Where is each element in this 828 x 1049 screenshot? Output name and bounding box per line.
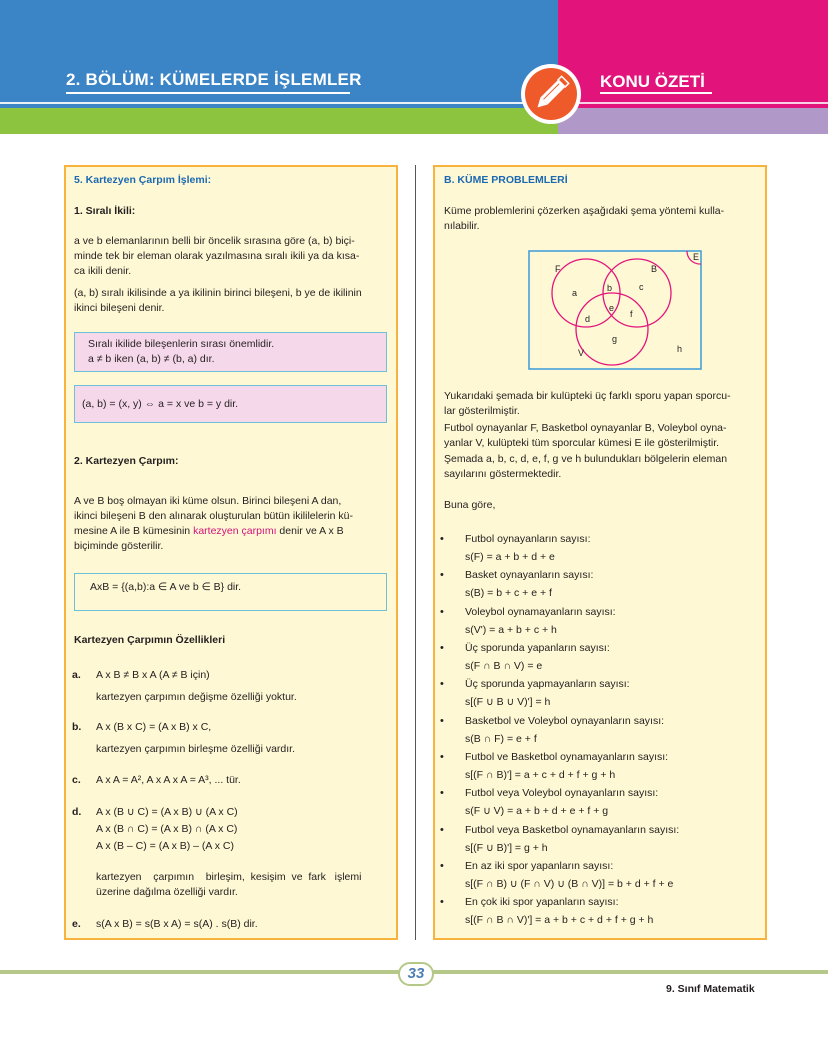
- item-6-label: Basketbol ve Voleybol oynayanların sayısı:: [465, 715, 665, 727]
- intro-line-1: Küme problemlerini çözerken aşağıdaki şema yöntemi kulla-: [444, 205, 725, 217]
- item-6-formula: s(B ∩ F) = e + f: [465, 733, 537, 745]
- bullet-icon: •: [440, 787, 444, 799]
- venn-label-e: E: [693, 252, 700, 262]
- right-title: B. KÜME PROBLEMLERİ: [444, 174, 568, 186]
- heading-ordered-pair: 1. Sıralı İkili:: [74, 205, 136, 217]
- item-7-formula: s[(F ∩ B)'] = a + c + d + f + g + h: [465, 769, 616, 781]
- bullet-icon: •: [440, 715, 444, 727]
- item-2-label: Basket oynayanların sayısı:: [465, 569, 594, 581]
- bullet-icon: •: [440, 642, 444, 654]
- prop-e-line-1: s(A x B) = s(B x A) = s(A) . s(B) dir.: [96, 918, 258, 930]
- bullet-icon: •: [440, 533, 444, 545]
- prop-d-note-2: üzerine dağılma özelliği vardır.: [96, 886, 238, 898]
- item-5-formula: s[(F ∪ B ∪ V)'] = h: [465, 696, 551, 708]
- venn-region-d: d: [585, 314, 591, 324]
- prop-c-line-1: A x A = A², A x A x A = A³, ... tür.: [96, 774, 241, 786]
- desc-line-1: Yukarıdaki şemada bir kulüpteki üç farklı sporu yapan sporcu-: [444, 390, 731, 402]
- paragraph-1-line-2: minde tek bir eleman olarak yazılmasına sıralı ikili ya da kısa-: [74, 250, 360, 262]
- item-3-label: Voleybol oynamayanların sayısı:: [465, 606, 616, 618]
- venn-region-g: g: [612, 334, 618, 344]
- venn-label-v: V: [578, 348, 585, 358]
- prop-b-line-1: A x (B x C) = (A x B) x C,: [96, 721, 212, 733]
- prop-d-line-3: A x (B – C) = (A x B) – (A x C): [96, 840, 234, 852]
- item-11-formula: s[(F ∩ B ∩ V)'] = a + b + c + d + f + g + h: [465, 914, 654, 926]
- book-title: 9. Sınıf Matematik: [666, 983, 755, 995]
- desc-line-6: sayılarını göstermektedir.: [444, 468, 562, 480]
- prop-c-label: c.: [72, 774, 81, 786]
- paragraph-3-text: mesine A ile B kümesinin: [74, 525, 194, 537]
- note-box-equality-text: (a, b) = (x, y) ⇔ a = x ve b = y dir.: [82, 398, 239, 410]
- page-number: 33: [398, 962, 434, 986]
- bullet-icon: •: [440, 860, 444, 872]
- venn-region-a: a: [572, 288, 578, 298]
- prop-a-line-2: kartezyen çarpımın değişme özelliği yoktur.: [96, 691, 297, 703]
- desc-line-3: Futbol oynayanlar F, Basketbol oynayanlar B, Voleybol oyna-: [444, 422, 727, 434]
- prop-a-line-1: A x B ≠ B x A (A ≠ B için): [96, 669, 210, 681]
- chapter-title: 2. BÖLÜM: KÜMELERDE İŞLEMLER: [66, 70, 362, 89]
- note-box-order-line-2: a ≠ b iken (a, b) ≠ (b, a) dır.: [88, 353, 215, 365]
- prop-e-label: e.: [72, 918, 81, 930]
- prop-a-label: a.: [72, 669, 81, 681]
- section-label: KONU ÖZETİ: [600, 72, 705, 91]
- item-7-label: Futbol ve Basketbol oynamayanların sayısı:: [465, 751, 669, 763]
- header-stripe-right: [558, 108, 828, 134]
- item-8-label: Futbol veya Voleybol oynayanların sayısı:: [465, 787, 659, 799]
- item-5-label: Üç sporunda yapmayanların sayısı:: [465, 678, 630, 690]
- bullet-icon: •: [440, 896, 444, 908]
- bullet-icon: •: [440, 751, 444, 763]
- item-8-formula: s(F ∪ V) = a + b + d + e + f + g: [465, 805, 609, 817]
- item-9-formula: s[(F ∪ B)'] = g + h: [465, 842, 548, 854]
- paragraph-1-line-3: ca ikili denir.: [74, 265, 132, 277]
- left-title: 5. Kartezyen Çarpım İşlemi:: [74, 174, 212, 186]
- section-label-underline: [600, 92, 712, 94]
- venn-region-h: h: [677, 344, 683, 354]
- venn-region-e: e: [609, 303, 615, 313]
- definition-text: AxB = {(a,b):a ∈ A ve b ∈ B} dir.: [90, 581, 242, 593]
- prop-b-label: b.: [72, 721, 82, 733]
- item-1-formula: s(F) = a + b + d + e: [465, 551, 555, 563]
- bullet-icon: •: [440, 569, 444, 581]
- heading-properties: Kartezyen Çarpımın Özellikleri: [74, 634, 226, 646]
- pencil-icon: [519, 62, 583, 126]
- venn-region-b: b: [607, 283, 613, 293]
- paragraph-3-line-1: A ve B boş olmayan iki küme olsun. Birinci bileşeni A dan,: [74, 495, 342, 507]
- bullet-icon: •: [440, 824, 444, 836]
- prop-d-line-1: A x (B ∪ C) = (A x B) ∪ (A x C): [96, 806, 238, 818]
- item-10-formula: s[(F ∩ B) ∪ (F ∩ V) ∪ (B ∩ V)] = b + d + f + e: [465, 878, 674, 890]
- paragraph-2-line-1: (a, b) sıralı ikilisinde a ya ikilinin birinci bileşeni, b ye de ikilinin: [74, 287, 362, 299]
- paragraph-3-line-3: [74, 524, 344, 540]
- column-divider: [415, 165, 416, 940]
- chapter-title-underline: [66, 92, 350, 94]
- item-9-label: Futbol veya Basketbol oynamayanların sayısı:: [465, 824, 680, 836]
- item-3-formula: s(V') = a + b + c + h: [465, 624, 557, 636]
- desc-line-5: Şemada a, b, c, d, e, f, g ve h bulundukları bölgelerin eleman: [444, 453, 728, 465]
- desc-line-2: lar gösterilmiştir.: [444, 405, 520, 417]
- desc-line-4: yanlar V, kulüpteki tüm sporcular kümesi E ile gösterilmiştir.: [444, 437, 720, 449]
- paragraph-2-line-2: ikinci bileşeni denir.: [74, 302, 165, 314]
- paragraph-3-tail: denir ve A x B: [276, 525, 344, 537]
- item-10-label: En az iki spor yapanların sayısı:: [465, 860, 614, 872]
- prop-b-line-2: kartezyen çarpımın birleşme özelliği vardır.: [96, 743, 295, 755]
- venn-label-f: F: [555, 264, 561, 274]
- intro-line-2: nılabilir.: [444, 220, 480, 232]
- header-line-right: [558, 102, 828, 104]
- header-line-left: [0, 102, 558, 104]
- paragraph-3-line-4: biçiminde gösterilir.: [74, 540, 164, 552]
- header-stripe-left: [0, 108, 558, 134]
- cartesian-term: kartezyen çarpımı: [193, 525, 277, 537]
- item-2-formula: s(B) = b + c + e + f: [465, 587, 552, 599]
- note-box-order-line-1: Sıralı ikilide bileşenlerin sırası önemlidir.: [88, 338, 275, 350]
- prop-d-label: d.: [72, 806, 82, 818]
- venn-label-b: B: [651, 264, 658, 274]
- heading-cartesian: 2. Kartezyen Çarpım:: [74, 455, 179, 467]
- prop-d-note-1: kartezyen çarpımın birleşim, kesişim ve fark işlemi: [96, 871, 362, 883]
- bullet-icon: •: [440, 678, 444, 690]
- bullet-icon: •: [440, 606, 444, 618]
- buna-gore: Buna göre,: [444, 499, 496, 511]
- paragraph-3-line-2: ikinci bileşeni B den alınarak oluşturulan bütün ikililelerin kü-: [74, 510, 353, 522]
- item-1-label: Futbol oynayanların sayısı:: [465, 533, 591, 545]
- venn-region-f: f: [630, 309, 633, 319]
- item-11-label: En çok iki spor yapanların sayısı:: [465, 896, 619, 908]
- venn-diagram: [528, 250, 702, 370]
- paragraph-1-line-1: a ve b elemanlarının belli bir öncelik sırasına göre (a, b) biçi-: [74, 235, 355, 247]
- item-4-label: Üç sporunda yapanların sayısı:: [465, 642, 610, 654]
- prop-d-line-2: A x (B ∩ C) = (A x B) ∩ (A x C): [96, 823, 238, 835]
- venn-region-c: c: [639, 282, 644, 292]
- item-4-formula: s(F ∩ B ∩ V) = e: [465, 660, 543, 672]
